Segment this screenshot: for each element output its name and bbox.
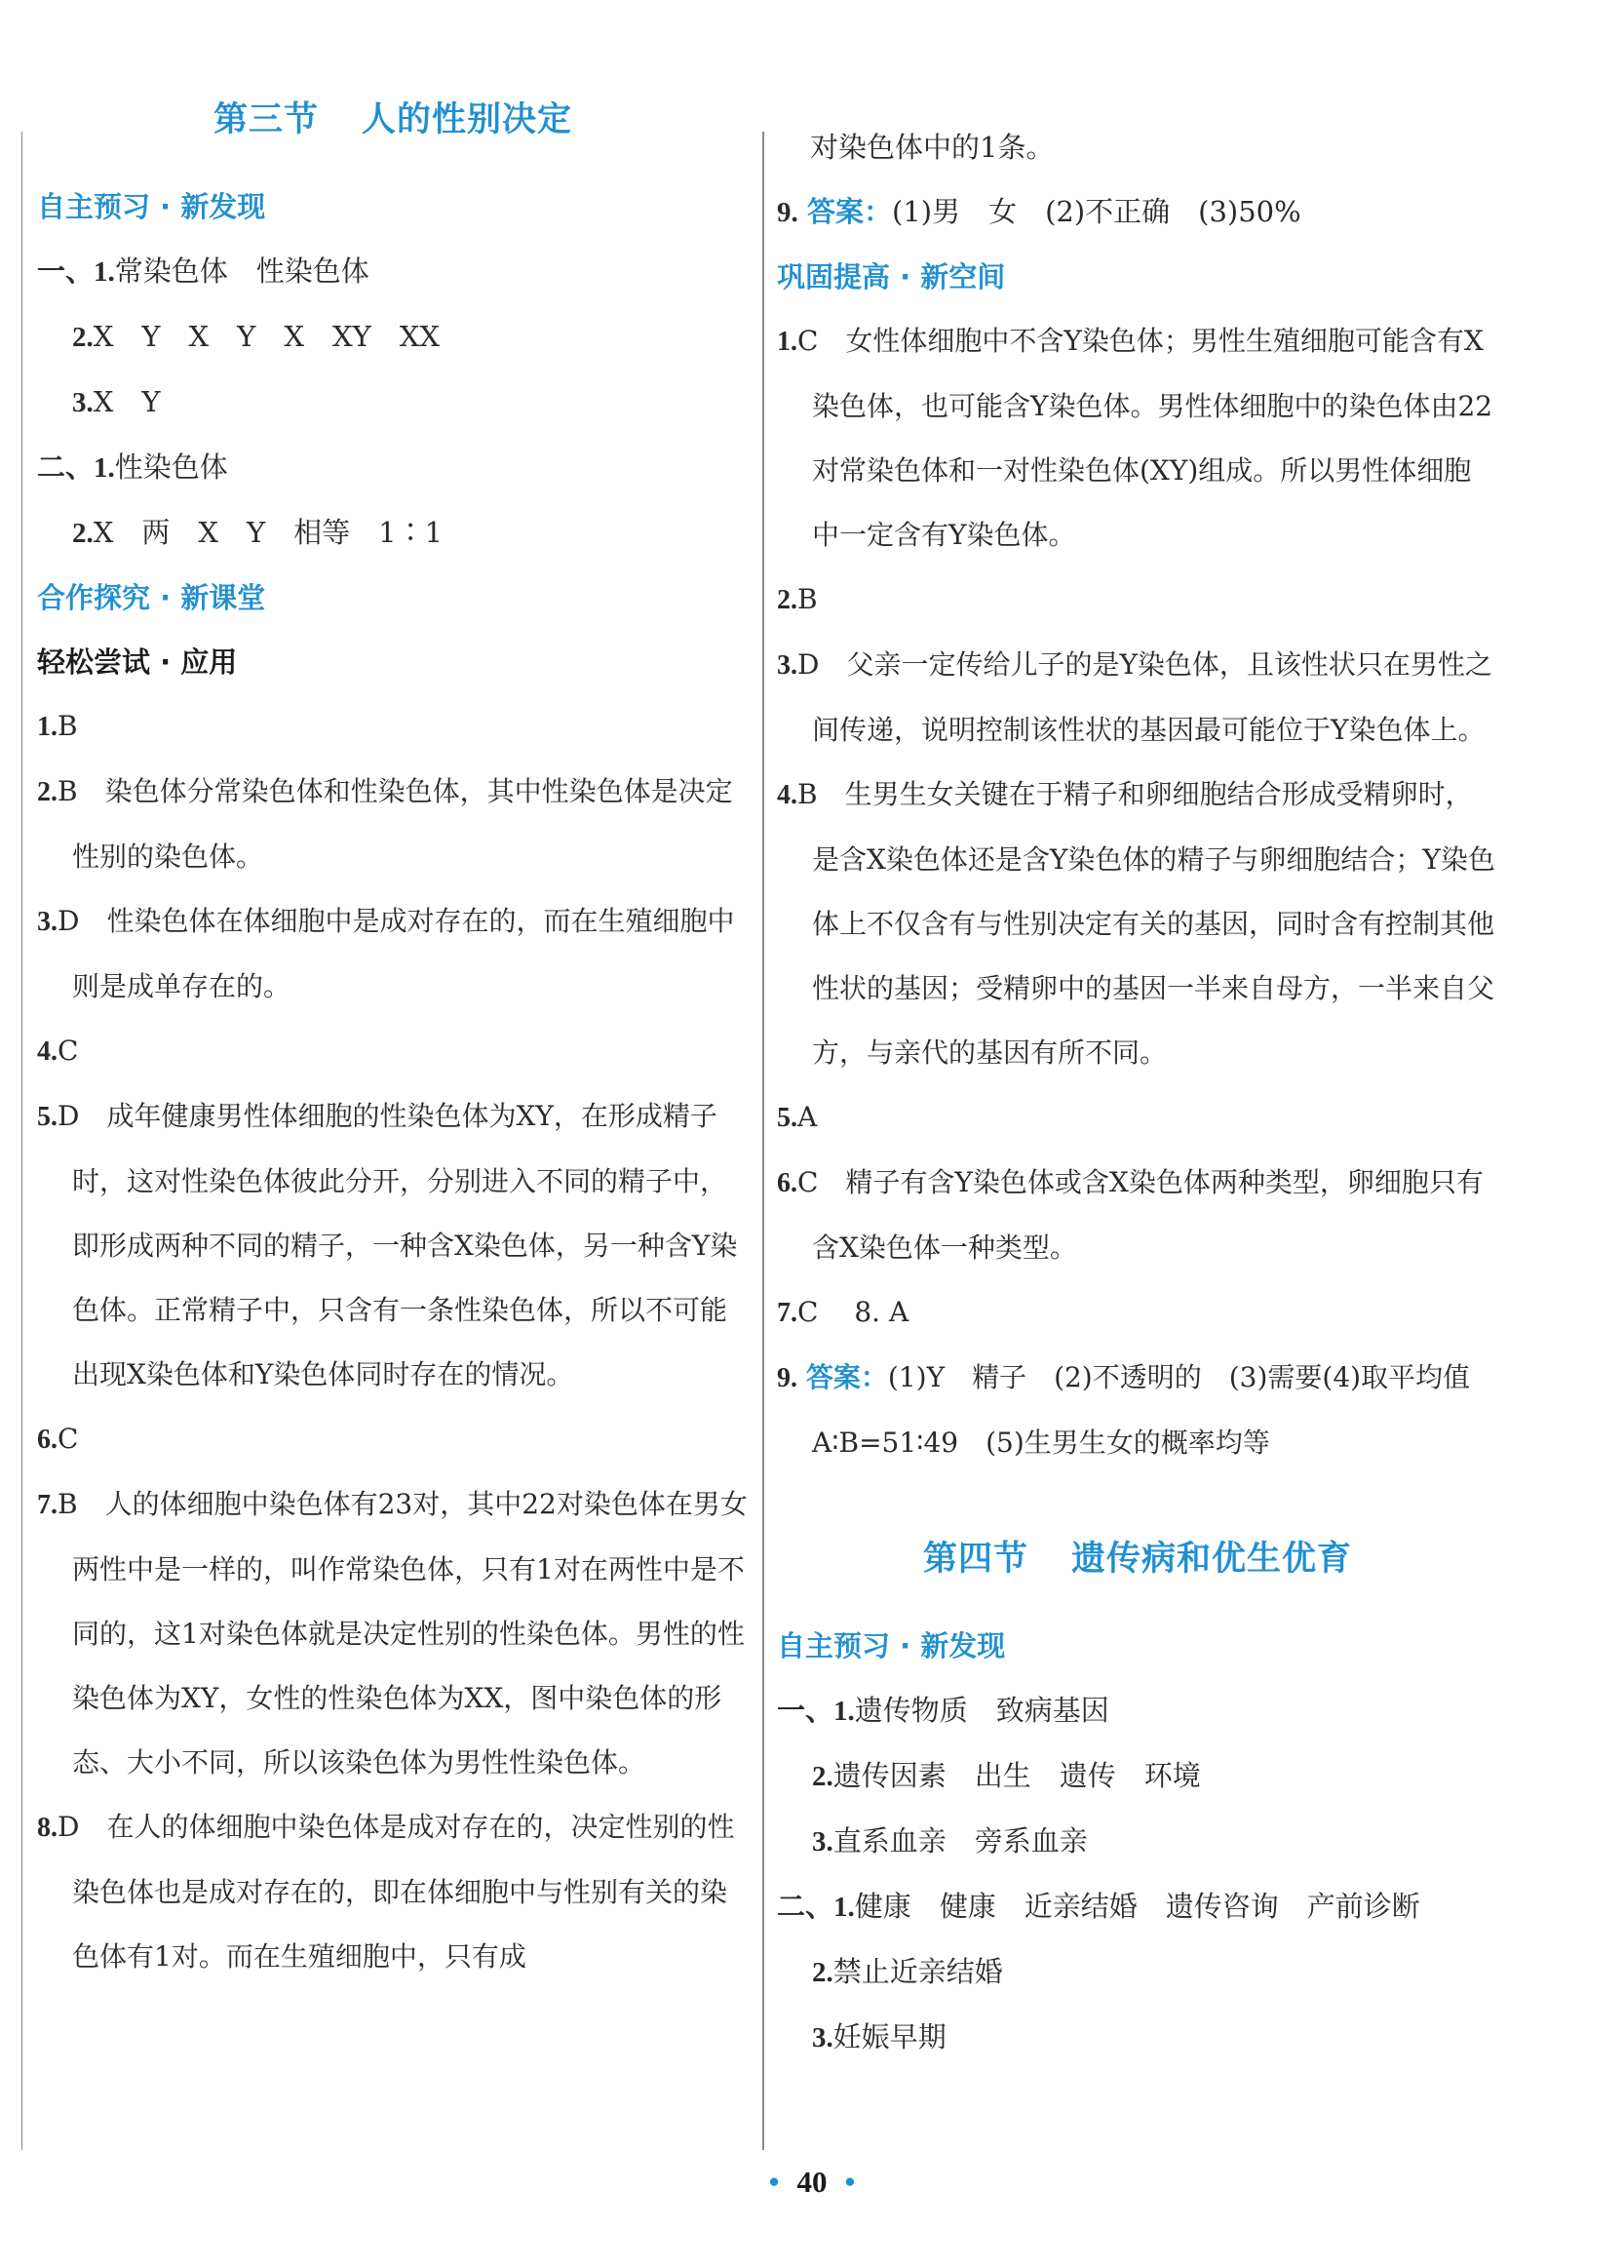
item-text: C	[58, 1423, 79, 1455]
answer-item	[37, 889, 749, 1019]
section-number: 第三节	[213, 100, 319, 139]
item-number: 7.	[777, 1298, 797, 1328]
answer-item	[37, 760, 749, 889]
item-number: 5.	[777, 1103, 797, 1133]
item-number: 3.	[777, 650, 797, 681]
item-text: C 精子有含Y染色体或含X染色体两种类型，卵细胞只有含X染色体一种类型。	[797, 1166, 1484, 1264]
answer-item	[37, 1407, 749, 1472]
item-number: 6.	[37, 1425, 58, 1455]
answer-item	[777, 309, 1498, 567]
item-text: A	[797, 1101, 818, 1133]
item-text: B 生男生女关键在于精子和卵细胞结合形成受精卵时，是含X染色体还是含Y染色体的精子与卵细胞结合；Y染色体上不仅含有与性别决定有关的基因，同时含有控制其他性状的基因；受精卵中的基因一半来自母方，一半来自父方，与亲代的基因有所不同。	[797, 778, 1495, 1069]
item-number: 7.	[37, 1490, 58, 1520]
answer-label: 答案：	[805, 1361, 888, 1393]
page-footer	[0, 2165, 1624, 2200]
item-text: D 父亲一定传给儿子的是Y染色体，且该性状只在男性之间传递，说明控制该性状的基因最可能位于Y染色体上。	[797, 648, 1492, 746]
item-text: B	[797, 583, 818, 615]
preview-line	[777, 2005, 1498, 2070]
section-name: 遗传病和优生优育	[1071, 1540, 1353, 1579]
item-text: C 8. A	[797, 1296, 909, 1328]
band-explore: 合作探究 · 新课堂	[37, 581, 266, 614]
answer-item	[777, 1151, 1498, 1280]
preview-list-2	[777, 1678, 1498, 2070]
item-text: B	[58, 710, 78, 742]
item-number: 一、1.	[777, 1696, 855, 1727]
item-text: X Y	[93, 385, 161, 418]
band-preview-2: 自主预习 · 新发现	[777, 1629, 1006, 1662]
preview-line	[777, 1939, 1498, 2005]
subheading-try: 轻松尝试 · 应用	[37, 645, 238, 679]
item-number: 二、1.	[777, 1892, 855, 1923]
item-number: 1.	[37, 712, 58, 742]
preview-line	[37, 304, 749, 370]
right-column	[777, 115, 1498, 2070]
preview-line	[777, 1743, 1498, 1809]
section-title-3	[37, 93, 749, 141]
section-number: 第四节	[922, 1540, 1028, 1579]
page-number: 40	[796, 2165, 828, 2199]
answer-item	[777, 1085, 1498, 1151]
item-text: C	[58, 1035, 79, 1067]
item-text: D 在人的体细胞中染色体是成对存在的，决定性别的性染色体也是成对存在的，即在体细胞中与性别有关的染色体有1对。而在生殖细胞中，只有成	[58, 1811, 735, 1973]
answer-list	[37, 694, 749, 1989]
preview-line	[777, 1809, 1498, 1874]
item-text: 禁止近亲结婚	[832, 1955, 1003, 1988]
answer-item	[37, 1472, 749, 1795]
item-text: D 成年健康男性体细胞的性染色体为XY，在形成精子时，这对性染色体彼此分开，分别进入不同的精子中，即形成两种不同的精子，一种含X染色体，另一种含Y染色体。正常精子中，只含有一条性染色体，所以不可能出现X染色体和Y染色体同时存在的情况。	[58, 1100, 738, 1390]
item-number: 6.	[777, 1168, 797, 1198]
item-text: X 两 X Y 相等 1∶1	[93, 516, 444, 549]
item-text: 遗传因素 出生 遗传 环境	[832, 1759, 1201, 1792]
preview-line	[37, 370, 749, 435]
item-text: 性染色体	[114, 450, 228, 484]
item-text: D 性染色体在体细胞中是成对存在的，而在生殖细胞中则是成单存在的。	[58, 905, 735, 1002]
item-number: 5.	[37, 1102, 58, 1132]
preview-line	[777, 1874, 1498, 1939]
item-text: 健康 健康 近亲结婚 遗传咨询 产前诊断	[854, 1890, 1420, 1923]
band-consolidate: 巩固提高 · 新空间	[777, 260, 1006, 293]
item-number: 4.	[37, 1036, 58, 1067]
item-number: 3.	[37, 907, 58, 937]
item-text: 遗传物质 致病基因	[854, 1694, 1109, 1727]
item-number: 一、1.	[37, 256, 115, 288]
item-number: 2.	[72, 518, 94, 549]
column-divider	[762, 132, 764, 2150]
item-number: 2.	[777, 585, 797, 615]
preview-line	[37, 435, 749, 500]
left-margin-rule	[21, 132, 22, 2150]
bullet-left-icon: •	[768, 2165, 780, 2199]
item-number: 3.	[812, 1826, 833, 1857]
answer-item	[37, 1084, 749, 1407]
item-text: B 人的体细胞中染色体有23对，其中22对染色体在男女两性中是一样的，叫作常染色体，只有1对在两性中是不同的，这1对染色体就是决定性别的性染色体。男性的性染色体为XY，女性的性染色体为XX，图中染色体的形态、大小不同，所以该染色体为男性性染色体。	[58, 1488, 748, 1779]
answer-item	[777, 567, 1498, 633]
item-number: 2.	[37, 777, 58, 807]
section-title-4	[777, 1532, 1498, 1581]
item-text: 常染色体 性染色体	[114, 254, 369, 288]
answer-label: 答案：	[806, 195, 892, 228]
item-number: 8.	[37, 1813, 58, 1843]
item-text: 妊娠早期	[832, 2020, 947, 2053]
item-number: 3.	[812, 2022, 833, 2053]
answer-item	[777, 633, 1498, 763]
answer-9	[777, 179, 1498, 245]
band-preview: 自主预习 · 新发现	[37, 190, 266, 223]
answer-item	[777, 1280, 1498, 1346]
item-number: 1.	[777, 327, 797, 357]
item-text: B 染色体分常染色体和性染色体，其中性染色体是决定性别的染色体。	[58, 775, 733, 873]
preview-line	[37, 500, 749, 566]
preview-line	[37, 239, 749, 304]
continuation-line: 对染色体中的1条。	[810, 131, 1055, 164]
item-number: 3.	[72, 387, 94, 418]
answer-item	[37, 1019, 749, 1084]
item-number: 9.	[777, 1363, 797, 1393]
answer-list-right	[777, 309, 1498, 1346]
answer-item	[37, 1795, 749, 1989]
item-text: 直系血亲 旁系血亲	[832, 1824, 1088, 1857]
answer-item	[777, 763, 1498, 1085]
item-text: X Y X Y X XY XX	[93, 320, 441, 353]
left-column	[37, 93, 749, 1989]
answer-item	[37, 694, 749, 760]
preview-list	[37, 239, 749, 566]
section-name: 人的性别决定	[362, 100, 573, 139]
item-number: 2.	[812, 1761, 833, 1792]
bullet-right-icon: •	[844, 2165, 856, 2199]
answer-9b	[777, 1346, 1498, 1475]
item-number: 4.	[777, 780, 797, 810]
item-text: C 女性体细胞中不含Y染色体；男性生殖细胞可能含有X染色体，也可能含Y染色体。男性体细胞中的染色体由22对常染色体和一对性染色体(XY)组成。所以男性体细胞中一定含有Y染色体。	[797, 325, 1493, 551]
preview-line	[777, 1678, 1498, 1743]
item-number: 二、1.	[37, 452, 115, 484]
item-number: 9.	[777, 197, 798, 228]
answer-text: (1)Y 精子 (2)不透明的 (3)需要(4)取平均值 A∶B=51∶49 (5)生男生女的概率均等	[812, 1361, 1498, 1459]
item-number: 2.	[72, 322, 94, 353]
item-number: 2.	[812, 1957, 833, 1988]
answer-text: (1)男 女 (2)不正确 (3)50%	[891, 195, 1301, 228]
